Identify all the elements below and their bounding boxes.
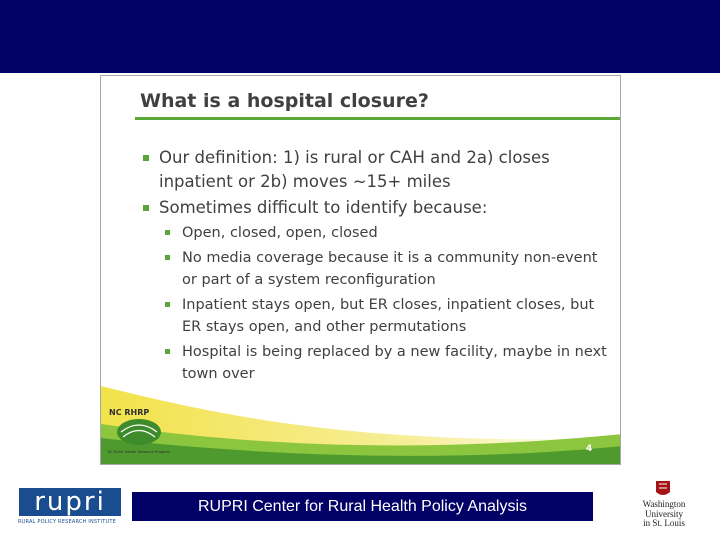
sub-bullet-item: Hospital is being replaced by a new facility, maybe in next town over <box>159 341 611 385</box>
nc-rhrp-logo <box>107 404 171 460</box>
slide-footer-swoosh <box>101 376 621 465</box>
university-line: Washington <box>642 499 686 509</box>
university-line: University <box>645 508 683 519</box>
sub-bullet-item: No media coverage because it is a community non-event or part of a system reconfiguration <box>159 247 611 291</box>
bullet-list <box>141 146 611 388</box>
footer-banner <box>132 492 593 521</box>
slide-image <box>100 75 621 465</box>
bullet-text: Sometimes difficult to identify because: <box>159 198 488 217</box>
slide-page-number: 4 <box>586 444 593 454</box>
bullet-text: Our definition: 1) is rural or CAH and 2a) closes inpatient or 2b) moves ~15+ miles <box>159 148 550 191</box>
top-banner <box>0 0 720 73</box>
rupri-tagline: RURAL POLICY RESEARCH INSTITUTE <box>18 519 116 525</box>
university-logo-text <box>634 500 694 529</box>
logo-caption: NC Rural Health Research Program <box>107 450 171 454</box>
sub-bullet-item: Inpatient stays open, but ER closes, inpatient closes, but ER stays open, and other permutations <box>159 294 611 338</box>
title-underline <box>135 117 621 120</box>
sub-bullet-item: Open, closed, open, closed <box>159 222 611 244</box>
bullet-item <box>141 196 611 385</box>
slide-title: What is a hospital closure? <box>140 90 429 112</box>
footer-banner-text: RUPRI Center for Rural Health Policy Analysis <box>197 497 527 515</box>
sub-bullet-list <box>159 222 611 385</box>
bullet-item <box>141 146 611 194</box>
logo-name: NC RHRP <box>109 408 150 417</box>
rupri-logo: rupri <box>19 488 121 516</box>
university-line: in St. Louis <box>643 518 685 528</box>
